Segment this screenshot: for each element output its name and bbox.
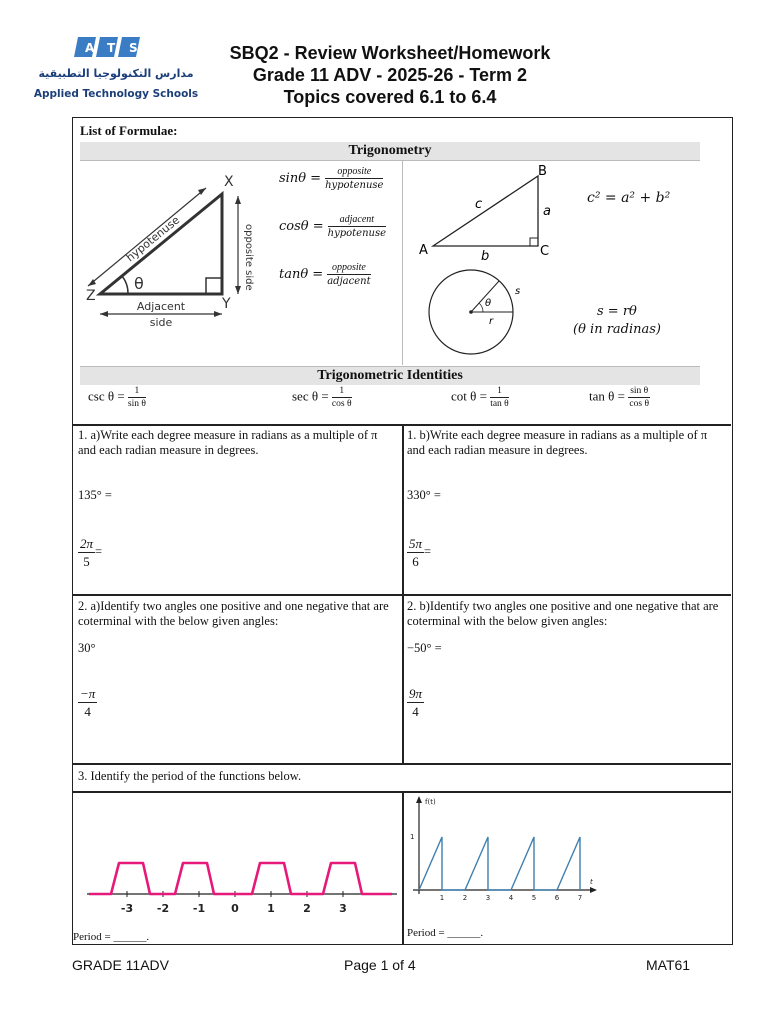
question-2a <box>78 599 398 719</box>
adjacent-side-label: side <box>149 316 173 329</box>
x-tick-0: 0 <box>231 902 239 915</box>
question-1b-text: 1. b)Write each degree measure in radians as a multiple of π and each radian measure in degrees. <box>407 428 708 457</box>
footer-page-number: Page 1 of 4 <box>344 957 416 973</box>
side-b-label: b <box>481 249 490 264</box>
formulae-title: List of Formulae: <box>80 123 178 138</box>
question-2b-item1: −50° = <box>407 641 442 655</box>
question-2b-text: 2. b)Identify two angles one positive and one negative that are coterminal with the below given angles: <box>407 599 719 628</box>
arc-theta-label: θ <box>485 298 492 309</box>
trigonometry-heading: Trigonometry <box>80 142 700 160</box>
pythagoras-formula: c² = a² + b² <box>587 190 671 206</box>
logo-english-text: Applied Technology Schools <box>33 88 199 100</box>
periodic-trapezoid-graph <box>87 830 397 922</box>
x-tick-1: 1 <box>267 902 275 915</box>
question-1a-text: 1. a)Write each degree measure in radians as a multiple of π and each radian measure in degrees. <box>78 428 378 457</box>
x-tick-neg1: -1 <box>192 902 206 915</box>
t-tick-4: 4 <box>508 894 514 902</box>
tan-ratio: tanθ = $\frac{\text{opposite}}{\text{adjacent}}$ <box>279 262 371 287</box>
vertex-y-label: Y <box>222 296 231 312</box>
formulae-section <box>73 118 731 424</box>
period-left-answer: Period = ______. <box>73 931 150 943</box>
logo-letter-s: S <box>129 41 138 55</box>
question-1b-item1: 330° = <box>407 488 441 502</box>
t-tick-5: 5 <box>531 894 537 902</box>
logo-arabic-text: مدارس التكنولوجيا التطبيقية <box>38 67 194 80</box>
opposite-side-label: opposite side <box>243 224 254 291</box>
vertex-b-label: B <box>538 164 547 179</box>
sawtooth-graph <box>407 794 597 906</box>
side-c-label: c <box>475 197 483 212</box>
abc-triangle-diagram <box>411 162 561 262</box>
title-line-2: Grade 11 ADV - 2025-26 - Term 2 <box>252 65 528 85</box>
x-tick-2: 2 <box>303 902 311 915</box>
cot-identity: cot θ = $\frac{1}{\text{tan θ}}$ <box>451 386 509 409</box>
period-right-answer: Period = ______. <box>407 927 484 939</box>
title-line-1: SBQ2 - Review Worksheet/Homework <box>229 43 551 63</box>
vertex-a-label: A <box>419 243 428 258</box>
t-tick-7: 7 <box>577 894 583 902</box>
question-1b <box>407 428 727 569</box>
cos-ratio: cosθ = $\frac{\text{adjacent}}{\text{hypotenuse}}$ <box>279 214 387 239</box>
x-tick-neg3: -3 <box>120 902 134 915</box>
theta-label: θ <box>134 274 144 293</box>
y-tick-1: 1 <box>410 833 415 841</box>
trig-ratios <box>279 166 404 310</box>
csc-identity: csc θ = $\frac{1}{\text{sin θ}}$ <box>88 386 146 409</box>
ats-logo-icon <box>33 33 199 113</box>
side-a-label: a <box>543 204 551 219</box>
tan-identity: tan θ = $\frac{\text{sin θ}}{\text{cos θ}}$ <box>589 386 649 409</box>
t-tick-6: 6 <box>554 894 560 902</box>
title-line-3: Topics covered 6.1 to 6.4 <box>283 87 497 107</box>
logo-letter-t: T <box>107 41 116 55</box>
sin-ratio: sinθ = $\frac{\text{opposite}}{\text{hypotenuse}}$ <box>279 166 384 191</box>
hypotenuse-label: hypotenuse <box>123 213 183 265</box>
vertex-z-label: Z <box>86 288 96 304</box>
grid-line-graphs-middle <box>402 791 404 944</box>
x-tick-3: 3 <box>339 902 347 915</box>
y-axis-label: f(t) <box>425 798 436 806</box>
question-1a <box>78 428 398 569</box>
identities-heading: Trigonometric Identities <box>80 367 700 385</box>
x-tick-neg2: -2 <box>156 902 170 915</box>
t-tick-3: 3 <box>485 894 491 902</box>
radius-r-label: r <box>489 316 494 327</box>
t-tick-1: 1 <box>439 894 445 902</box>
question-2a-item1: 30° <box>78 641 96 655</box>
sec-identity: sec θ = $\frac{1}{\text{cos θ}}$ <box>292 386 352 409</box>
question-1a-item1: 135° = <box>78 488 112 502</box>
vertex-c-label: C <box>540 244 550 259</box>
question-2a-item2: $\frac{-\pi}{4}$ <box>80 686 96 719</box>
question-1a-item2: $\frac{2\pi}{5}$ = <box>80 536 103 569</box>
logo-letter-a: A <box>85 41 95 55</box>
question-3-text: 3. Identify the period of the functions below. <box>78 769 302 783</box>
grid-line-q-middle <box>402 424 404 763</box>
worksheet-header <box>190 42 590 108</box>
arc-circle-diagram <box>425 268 525 358</box>
t-tick-2: 2 <box>462 894 468 902</box>
arc-s-label: s <box>515 286 521 297</box>
arc-length-formula: s = rθ <box>597 304 637 319</box>
question-1b-item2: $\frac{5\pi}{6}$ = <box>409 536 432 569</box>
grid-line-q2-bottom <box>73 763 731 765</box>
footer-course-code: MAT61 <box>646 957 691 973</box>
right-triangle-diagram <box>80 162 270 332</box>
question-2a-text: 2. a)Identify two angles one positive and one negative that are coterminal with the below given angles: <box>78 599 389 628</box>
school-logo <box>33 33 199 113</box>
worksheet-frame <box>72 117 733 945</box>
question-2b <box>407 599 727 719</box>
t-axis-label: t <box>590 878 593 886</box>
identities-row <box>80 386 700 414</box>
arc-length-note: (θ in radinas) <box>573 322 662 337</box>
footer-grade: GRADE 11ADV <box>72 957 169 973</box>
vertex-x-label: X <box>224 174 234 190</box>
adjacent-label: Adjacent <box>136 300 186 313</box>
question-2b-item2: $\frac{9\pi}{4}$ <box>409 686 423 719</box>
